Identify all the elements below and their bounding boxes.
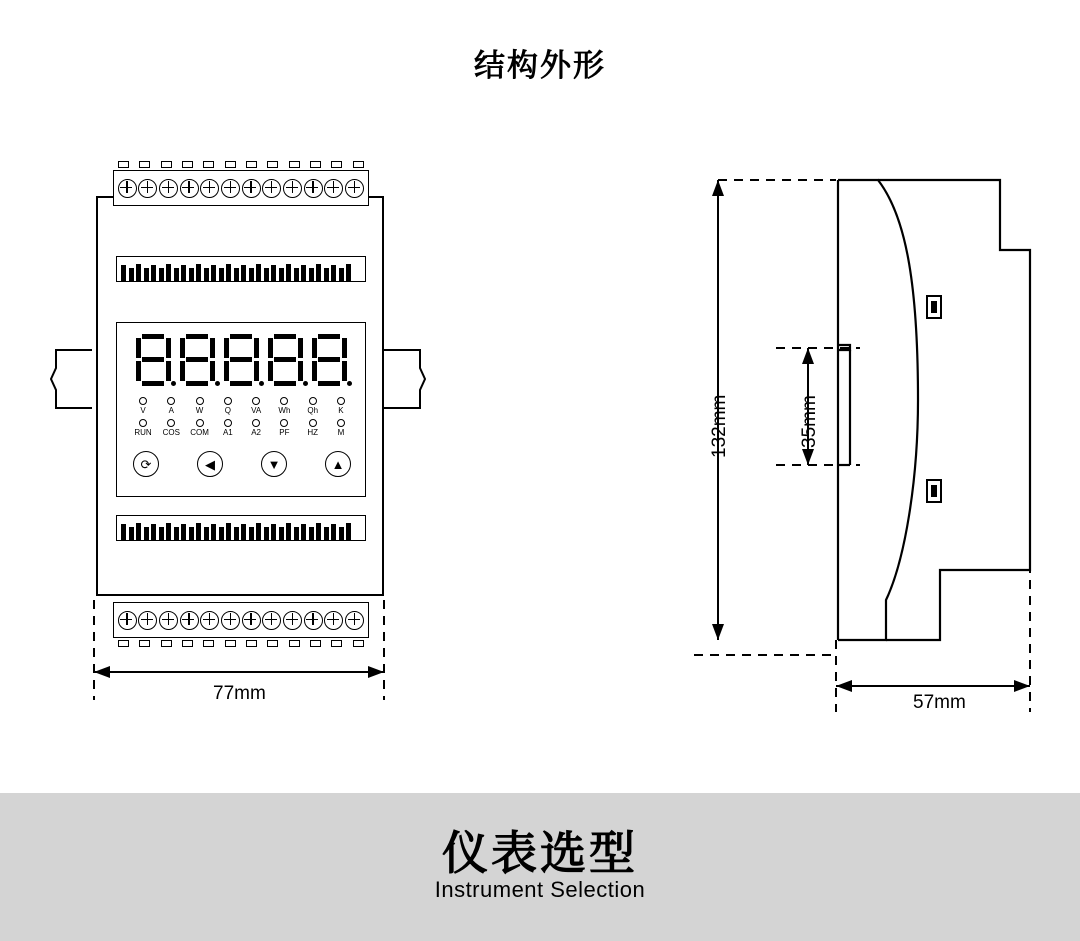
led-dot-icon (280, 419, 288, 427)
dimension-height-132mm: 132mm (709, 394, 730, 458)
terminal-slot (246, 640, 257, 647)
terminal-screw-icon (118, 611, 137, 630)
terminal-screw-icon (180, 179, 199, 198)
terminal-slot (310, 640, 321, 647)
terminal-slot (353, 640, 364, 647)
terminal-screw-icon (180, 611, 199, 630)
terminal-screw-icon (221, 611, 240, 630)
indicator-hz: HZ (300, 419, 326, 437)
display-digit (224, 334, 259, 386)
display-digit (180, 334, 215, 386)
terminal-screw-icon (159, 179, 178, 198)
indicator-a2: A2 (243, 419, 269, 437)
dimension-width-77mm: 77mm (213, 683, 266, 704)
dimension-rail-35mm: 35mm (799, 395, 820, 448)
indicator-wh: Wh (271, 397, 297, 415)
terminal-slot (118, 640, 129, 647)
indicator-led-panel (130, 397, 354, 437)
terminal-screw-icon (200, 611, 219, 630)
banner-title-cn: 仪表选型 (442, 827, 638, 879)
terminal-screw-icon (345, 179, 364, 198)
terminal-slot (225, 640, 236, 647)
led-dot-icon (337, 419, 345, 427)
terminal-screw-icon (304, 179, 323, 198)
led-dot-icon (167, 419, 175, 427)
keypad (133, 451, 351, 477)
terminal-slot (310, 161, 321, 168)
terminal-slot-row-top (113, 159, 369, 170)
terminal-screw-icon (138, 611, 157, 630)
terminal-slot (331, 640, 342, 647)
indicator-com: COM (187, 419, 213, 437)
led-dot-icon (337, 397, 345, 405)
vent-top (116, 256, 366, 282)
terminal-screw-icon (262, 611, 281, 630)
down-button[interactable]: ▼ (261, 451, 287, 477)
terminal-slot (118, 161, 129, 168)
led-dot-icon (224, 397, 232, 405)
indicator-qh: Qh (300, 397, 326, 415)
indicator-row-1 (130, 397, 354, 415)
indicator-a1: A1 (215, 419, 241, 437)
terminal-slot-row-bottom (113, 638, 369, 649)
terminal-screw-icon (324, 611, 343, 630)
terminal-slot (246, 161, 257, 168)
led-dot-icon (139, 419, 147, 427)
terminal-slot (161, 161, 172, 168)
led-dot-icon (309, 419, 317, 427)
terminal-screw-icon (159, 611, 178, 630)
led-dot-icon (224, 419, 232, 427)
led-dot-icon (167, 397, 175, 405)
indicator-w: W (187, 397, 213, 415)
terminal-slot (353, 161, 364, 168)
terminal-slot (225, 161, 236, 168)
display-digit (268, 334, 303, 386)
terminal-slot (267, 640, 278, 647)
terminal-slot (267, 161, 278, 168)
led-dot-icon (252, 397, 260, 405)
terminal-block-top (113, 170, 369, 206)
indicator-va: VA (243, 397, 269, 415)
led-dot-icon (139, 397, 147, 405)
banner-title-en: Instrument Selection (434, 877, 646, 903)
mounting-ear-left-icon (50, 348, 92, 410)
terminal-slot (182, 161, 193, 168)
terminal-screw-icon (118, 179, 137, 198)
terminal-slot (331, 161, 342, 168)
led-dot-icon (280, 397, 288, 405)
seven-segment-display (136, 334, 347, 386)
led-dot-icon (196, 397, 204, 405)
device-faceplate (116, 322, 366, 497)
indicator-a: A (158, 397, 184, 415)
terminal-screw-icon (242, 179, 261, 198)
indicator-k: K (328, 397, 354, 415)
indicator-run: RUN (130, 419, 156, 437)
terminal-screw-icon (221, 179, 240, 198)
terminal-screw-icon (138, 179, 157, 198)
led-dot-icon (196, 419, 204, 427)
indicator-row-2 (130, 419, 354, 437)
mounting-ear-right-icon (384, 348, 426, 410)
front-view-device (96, 170, 386, 640)
terminal-screw-icon (304, 611, 323, 630)
terminal-slot (182, 640, 193, 647)
indicator-v: V (130, 397, 156, 415)
dimension-depth-57mm: 57mm (913, 692, 966, 713)
up-button[interactable]: ▲ (325, 451, 351, 477)
terminal-slot (139, 640, 150, 647)
led-dot-icon (309, 397, 317, 405)
terminal-screw-icon (262, 179, 281, 198)
terminal-slot (289, 640, 300, 647)
indicator-q: Q (215, 397, 241, 415)
indicator-m: M (328, 419, 354, 437)
left-button[interactable]: ◀ (197, 451, 223, 477)
terminal-screw-icon (242, 611, 261, 630)
page-title: 结构外形 (474, 48, 606, 83)
terminal-slot (203, 640, 214, 647)
display-digit (312, 334, 347, 386)
terminal-screw-icon (200, 179, 219, 198)
section-banner (0, 793, 1080, 941)
led-dot-icon (252, 419, 260, 427)
power-reset-button[interactable]: ⟳ (133, 451, 159, 477)
vent-bottom (116, 515, 366, 541)
terminal-screw-icon (324, 179, 343, 198)
terminal-screw-icon (345, 611, 364, 630)
terminal-slot (139, 161, 150, 168)
display-digit (136, 334, 171, 386)
terminal-screw-icon (283, 611, 302, 630)
terminal-slot (289, 161, 300, 168)
terminal-block-bottom (113, 602, 369, 638)
indicator-pf: PF (271, 419, 297, 437)
terminal-slot (161, 640, 172, 647)
indicator-cos: COS (158, 419, 184, 437)
terminal-slot (203, 161, 214, 168)
terminal-screw-icon (283, 179, 302, 198)
